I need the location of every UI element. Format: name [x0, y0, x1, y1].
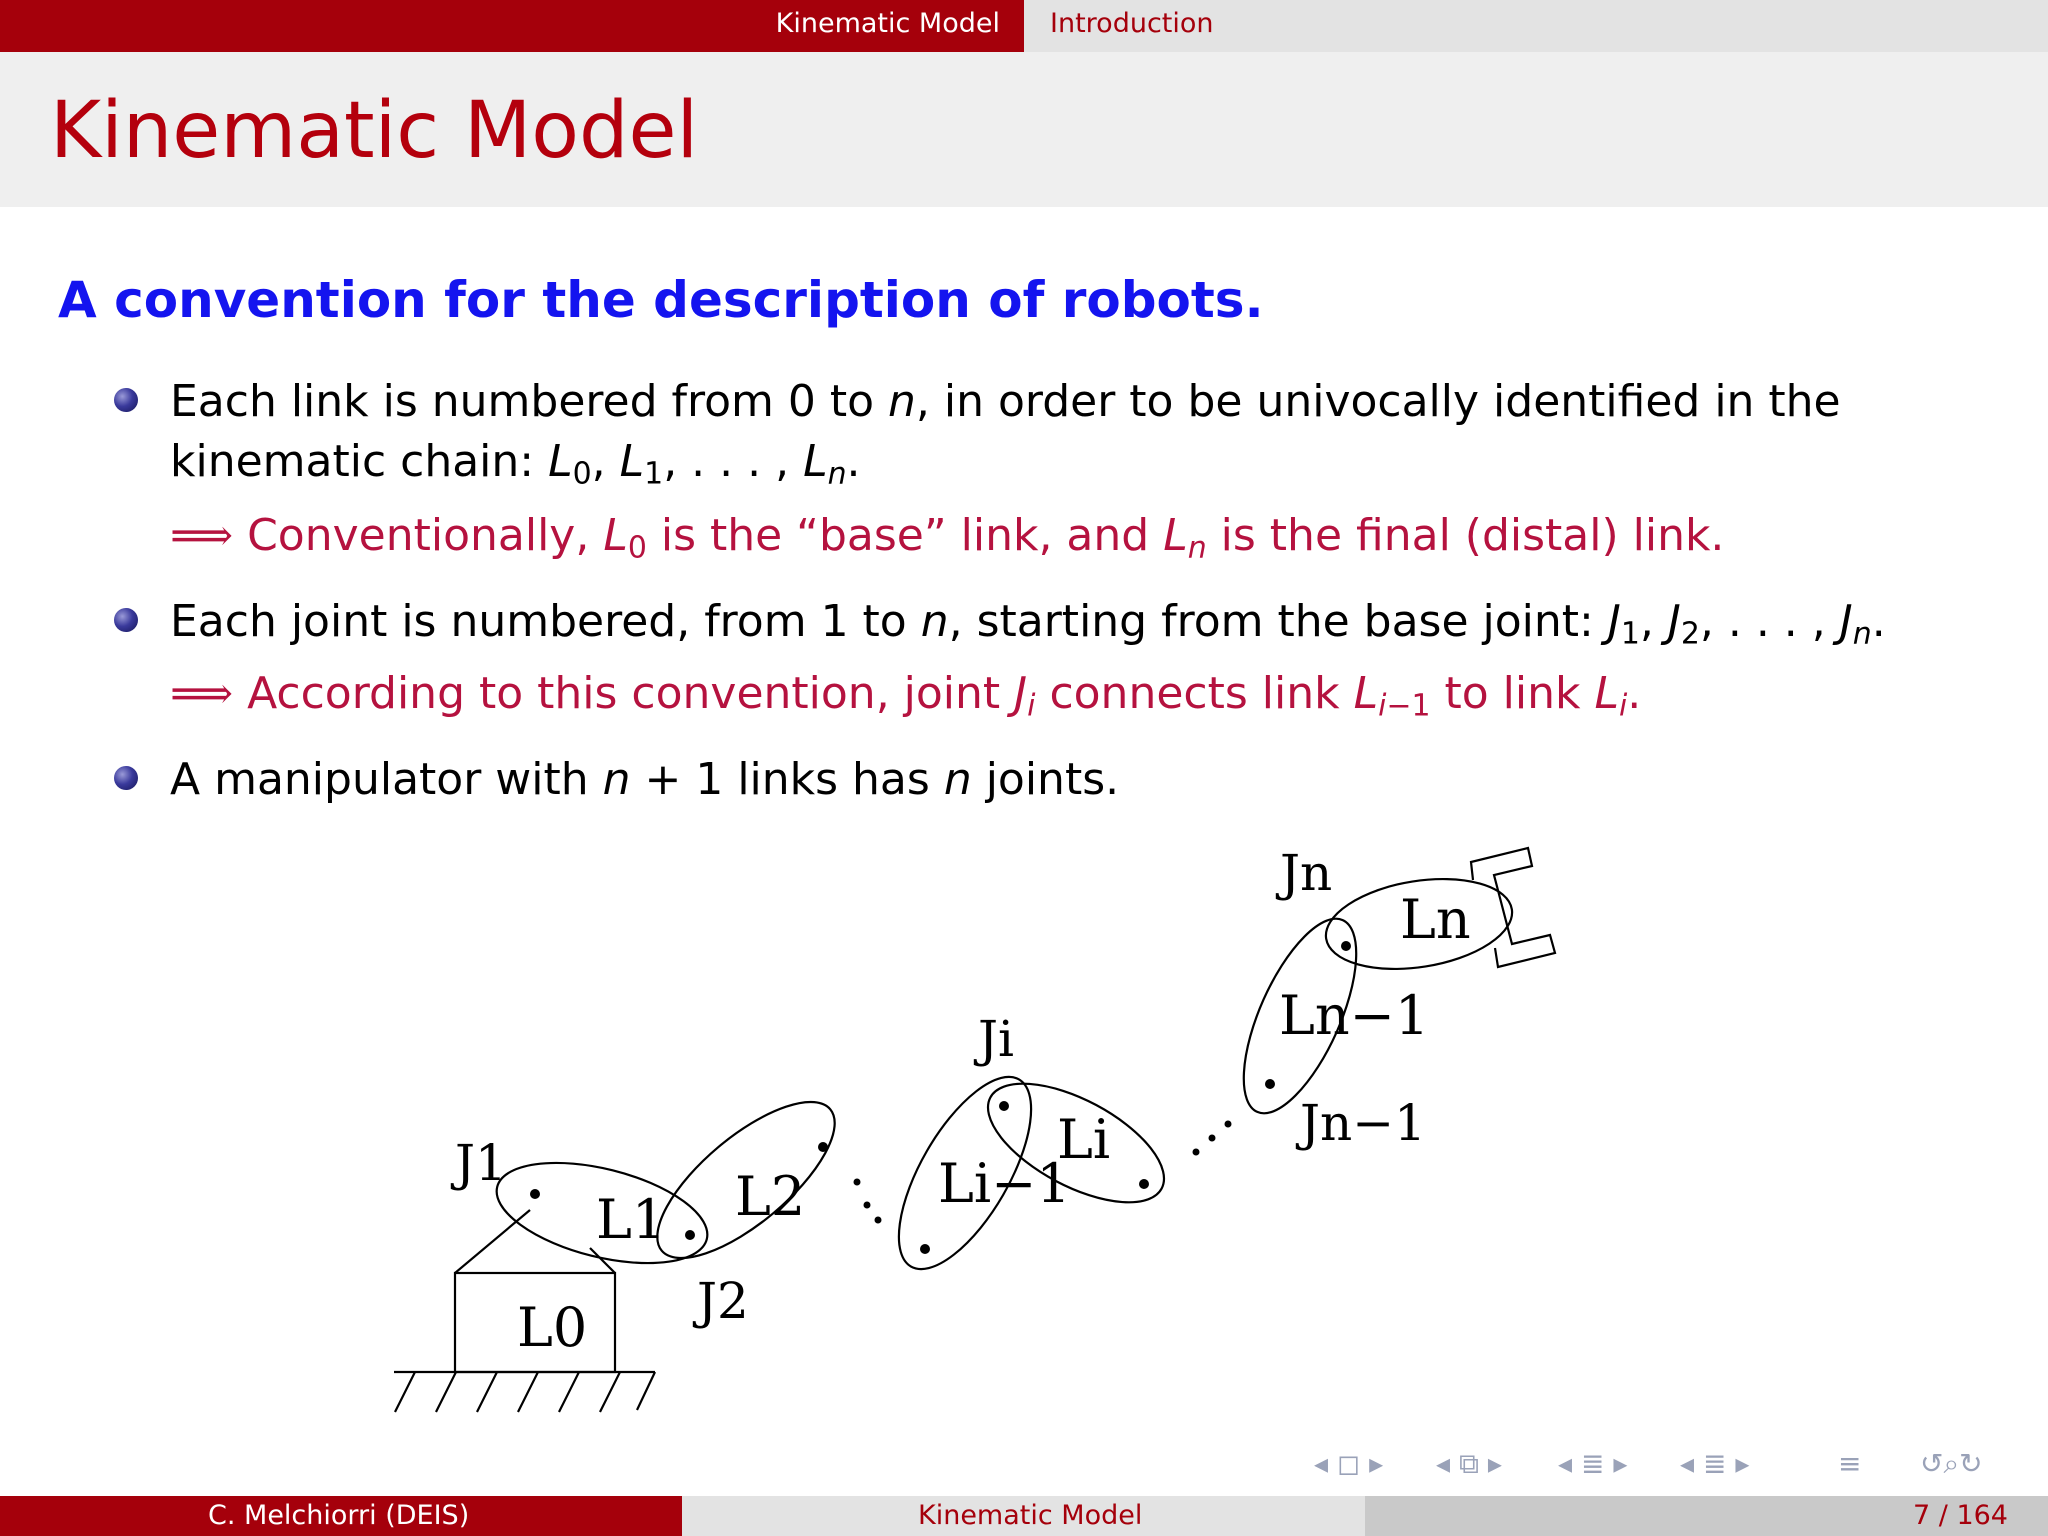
- nav-subsection-controls[interactable]: ◂ ⧉ ▸: [1436, 1447, 1502, 1480]
- footer-bar: [0, 1496, 2048, 1536]
- nav-document-controls[interactable]: ◂ ≣ ▸: [1680, 1447, 1750, 1480]
- label-Jn-1: Jn−1: [1300, 1094, 1426, 1152]
- nav-subsection-link[interactable]: Introduction: [1050, 8, 1214, 39]
- frame-title-bar: [0, 52, 2048, 207]
- nav-frame-controls[interactable]: ◂ ◻ ▸: [1314, 1447, 1384, 1480]
- label-Ln-1: Ln−1: [1279, 984, 1430, 1047]
- label-J1: J1: [455, 1134, 507, 1192]
- footer-author-panel: [0, 1496, 682, 1536]
- label-Li: Li: [1057, 1108, 1111, 1171]
- label-L2: L2: [735, 1165, 806, 1228]
- label-L0: L0: [517, 1296, 588, 1359]
- implies-arrow-icon: ⟹: [170, 668, 234, 719]
- footer-title: Kinematic Model: [918, 1500, 1143, 1531]
- bullet-2-line-1: Each joint is numbered, from 1 to n, starting from the base joint: $J_1$, $J_2$, . . . , $J_n$.: [170, 596, 1886, 652]
- nav-search-back-icon[interactable]: ↺⌕↻: [1920, 1447, 1983, 1480]
- implies-arrow-icon: ⟹: [170, 510, 234, 561]
- bullet-3-line-1: A manipulator with n + 1 links has n joints.: [170, 754, 1120, 805]
- footer-author: C. Melchiorri (DEIS): [208, 1500, 470, 1531]
- nav-appendix-icon[interactable]: ≡: [1838, 1447, 1862, 1480]
- nav-section-controls[interactable]: ◂ ≣ ▸: [1558, 1447, 1628, 1480]
- label-L1: L1: [596, 1188, 667, 1251]
- top-navigation-bar: [0, 0, 2048, 52]
- footer-title-panel: [682, 1496, 1365, 1536]
- bullet-marker: [114, 766, 138, 790]
- label-Li-1: Li−1: [938, 1152, 1071, 1215]
- bullet-2-note: ⟹ According to this convention, joint $J_i$ connects link $L_{i-1}$ to link $L_i$.: [170, 668, 1642, 724]
- bullet-marker: [114, 608, 138, 632]
- frame-title: Kinematic Model: [50, 86, 699, 176]
- label-Ji: Ji: [978, 1010, 1015, 1068]
- bullet-marker: [114, 388, 138, 412]
- nav-section-link[interactable]: Kinematic Model: [775, 8, 1000, 39]
- bullet-1-line-1: Each link is numbered from 0 to n, in order to be univocally identified in the: [170, 376, 1841, 427]
- block-heading: A convention for the description of robots.: [58, 271, 1264, 329]
- label-Ln: Ln: [1400, 888, 1471, 951]
- footer-page-panel: [1365, 1496, 2048, 1536]
- label-J2: J2: [697, 1272, 749, 1330]
- bullet-1-line-2: kinematic chain: $L_0$, $L_1$, . . . , $L_n$.: [170, 436, 861, 492]
- kinematic-chain-diagram: [380, 840, 1580, 1430]
- gripper-shape: [1471, 848, 1555, 967]
- page-number: 7 / 164: [1913, 1500, 2008, 1531]
- bullet-1-note: ⟹ Conventionally, $L_0$ is the “base” link, and $L_n$ is the final (distal) link.: [170, 510, 1725, 566]
- label-Jn: Jn: [1280, 844, 1333, 902]
